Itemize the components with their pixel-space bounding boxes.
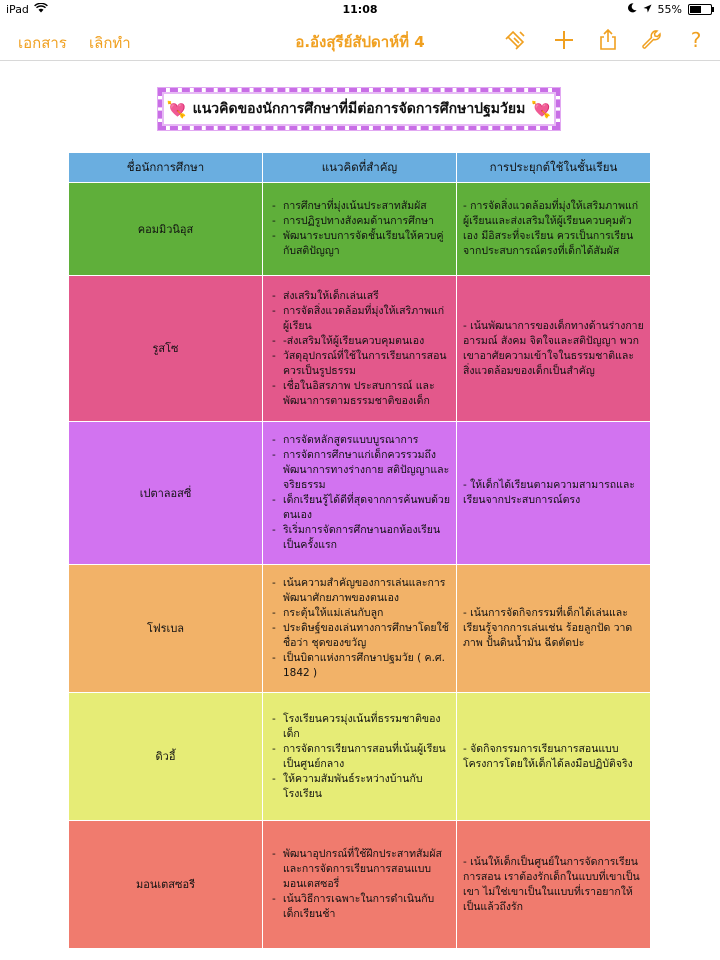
educator-name-cell[interactable]: เปตาลอสซี่ <box>69 422 263 565</box>
clock: 11:08 <box>342 3 378 16</box>
concepts-cell[interactable] <box>263 821 457 949</box>
concepts-list <box>269 847 450 922</box>
concept-item: - การจัดการเรียนการสอนที่เน้นผู้เรียนเป็นศูนย์กลาง <box>283 742 450 772</box>
document-heading-text: แนวคิดของนักการศึกษาที่มีต่อการจัดการศึกษาปฐมวัยม <box>192 101 526 117</box>
undo-button[interactable]: เลิกทำ <box>89 34 131 52</box>
document-heading <box>158 88 560 130</box>
concept-item: - วัสดุอุปกรณ์ที่ใช้ในการเรียนการสอนควรเป็นรูปธรรม <box>283 349 450 379</box>
moon-icon <box>627 3 637 16</box>
concept-item: - ส่งเสริมให้เด็กเล่นเสรี <box>283 289 450 304</box>
concept-item: - ริเริ่มการจัดการศึกษานอกห้องเรียนเป็นครั้งแรก <box>283 523 450 553</box>
application-cell[interactable]: - ให้เด็กได้เรียนตามความสามารถและเรียนจากประสบการณ์ตรง <box>457 422 651 565</box>
concepts-list <box>269 433 450 553</box>
concepts-cell[interactable] <box>263 693 457 821</box>
concept-item: - การจัดการศึกษาแก่เด็กควรรวมถึงพัฒนาการทางร่างกาย สติปัญญาและจริยธรรม <box>283 448 450 493</box>
battery-fill <box>690 6 701 13</box>
wrench-icon[interactable] <box>640 28 664 52</box>
format-brush-icon[interactable] <box>504 28 528 52</box>
header-educator-name: ชื่อนักการศึกษา <box>69 153 263 183</box>
table-row <box>69 183 651 276</box>
application-cell[interactable]: - เน้นให้เด็กเป็นศูนย์ในการจัดการเรียนการสอน เราต้องรักเด็กในแบบที่เขาเป็นเขา ไม่ใช่เขาเป็นในแบบที่เราอยากให้เป็นแล้วถึงรัก <box>457 821 651 949</box>
heart-arrow-icon: 💘 <box>166 99 187 119</box>
location-arrow-icon <box>643 3 652 16</box>
concepts-cell[interactable] <box>263 276 457 422</box>
educator-name-cell[interactable]: มอนเตสซอรี <box>69 821 263 949</box>
battery-percent: 55% <box>657 3 682 16</box>
status-bar <box>0 0 720 20</box>
header-classroom-application: การประยุกต์ใช้ในชั้นเรียน <box>457 153 651 183</box>
concept-item: - เด็กเรียนรู้ได้ดีที่สุดจากการค้นพบด้วยตนเอง <box>283 493 450 523</box>
concepts-list <box>269 576 450 681</box>
concept-item: - การศึกษาที่มุ่งเน้นประสาทสัมผัส <box>283 199 450 214</box>
table-row <box>69 422 651 565</box>
concept-item: - พัฒนาอุปกรณ์ที่ใช้ฝึกประสาทสัมผัสและการจัดการเรียนการสอนแบบมอนเตสซอรี่ <box>283 847 450 892</box>
educator-name-cell[interactable]: รูสโซ <box>69 276 263 422</box>
concepts-list <box>269 712 450 802</box>
concept-item: - เป็นบิดาแห่งการศึกษาปฐมวัย ( ค.ศ. 1842 ) <box>283 651 450 681</box>
educators-table <box>68 152 650 949</box>
share-icon[interactable] <box>596 28 620 52</box>
application-cell[interactable]: - การจัดสิ่งแวดล้อมที่มุ่งให้เสริมภาพแก่ผู้เรียนและส่งเสริมให้ผู้เรียนควบคุมตัวเอง มีอิสระที่จะเรียน ควรเป็นการเรียนจากประสบการณ์ตรงที่เด็กได้สัมผัส <box>457 183 651 276</box>
concept-item: - เชื่อในอิสรภาพ ประสบการณ์ และพัฒนาการตามธรรมชาติของเด็ก <box>283 379 450 409</box>
help-icon[interactable]: ? <box>690 28 702 52</box>
concepts-cell[interactable] <box>263 422 457 565</box>
concept-item: - เน้นวิธีการเฉพาะในการดำเนินกับเด็กเรียนช้า <box>283 892 450 922</box>
document-name[interactable]: อ.อังสุรีย์สัปดาห์ที่ 4 <box>295 33 425 51</box>
battery-icon <box>688 4 712 15</box>
table-row <box>69 821 651 949</box>
table-header-row <box>69 153 651 183</box>
heart-arrow-icon: 💘 <box>531 99 552 119</box>
concepts-cell[interactable] <box>263 183 457 276</box>
concept-item: - ประดิษฐ์ของเล่นทางการศึกษาโดยใช้ชื่อว่า ชุดของขวัญ <box>283 621 450 651</box>
educator-name-cell[interactable]: คอมมิวนิอุส <box>69 183 263 276</box>
concept-item: - -ส่งเสริมให้ผู้เรียนควบคุมตนเอง <box>283 334 450 349</box>
concept-item: - พัฒนาระบบการจัดชั้นเรียนให้ควบคู่กับสติปัญญา <box>283 229 450 259</box>
educator-name-cell[interactable]: โฟรเบล <box>69 565 263 693</box>
device-label: iPad <box>6 3 29 16</box>
application-cell[interactable]: - จัดกิจกรรมการเรียนการสอนแบบโครงการโดยให้เด็กได้ลงมือปฏิบัติจริง <box>457 693 651 821</box>
concept-item: - การจัดสิ่งแวดล้อมที่มุ่งให้เสริภาพแก่ผู้เรียน <box>283 304 450 334</box>
concept-item: - การจัดหลักสูตรแบบบูรณาการ <box>283 433 450 448</box>
application-cell[interactable]: - เน้นการจัดกิจกรรมที่เด็กได้เล่นและเรียนรู้จากการเล่นเช่น ร้อยลูกปัด วาดภาพ ปั้นดินน้ำมัน ฉีดตัดปะ <box>457 565 651 693</box>
concept-item: - กระตุ้นให้แม่เล่นกับลูก <box>283 606 450 621</box>
table-row <box>69 565 651 693</box>
application-cell[interactable]: - เน้นพัฒนาการของเด็กทางด้านร่างกาย อารมณ์ สังคม จิตใจและสติปัญญา พวกเขาอาศัยความเข้าใจในธรรมชาติและสิ่งแวดล้อมของเด็กเป็นสำคัญ <box>457 276 651 422</box>
concepts-cell[interactable] <box>263 565 457 693</box>
concepts-list <box>269 289 450 409</box>
concept-item: - ให้ความสัมพันธ์ระหว่างบ้านกับโรงเรียน <box>283 772 450 802</box>
concept-item: - การปฏิรูปทางสังคมด้านการศึกษา <box>283 214 450 229</box>
concept-item: - โรงเรียนควรมุ่งเน้นที่ธรรมชาติของเด็ก <box>283 712 450 742</box>
table-row <box>69 693 651 821</box>
table-row <box>69 276 651 422</box>
toolbar <box>0 20 720 61</box>
concepts-list <box>269 199 450 259</box>
header-key-concepts: แนวคิดที่สำคัญ <box>263 153 457 183</box>
documents-button[interactable]: เอกสาร <box>18 34 67 52</box>
add-icon[interactable] <box>552 28 576 52</box>
educator-name-cell[interactable]: ดิวอี้ <box>69 693 263 821</box>
concept-item: - เน้นความสำคัญของการเล่นและการพัฒนาศักยภาพของตนเอง <box>283 576 450 606</box>
